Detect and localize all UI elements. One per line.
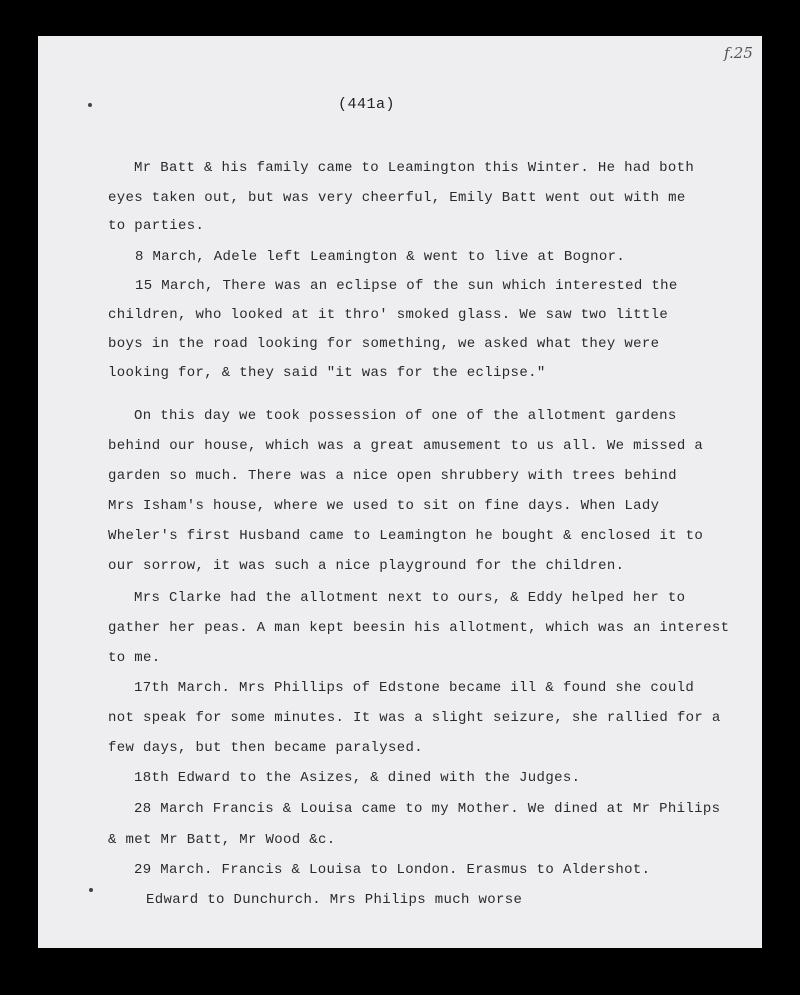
text-line: eyes taken out, but was very cheerful, Emily Batt went out with me bbox=[108, 190, 686, 206]
folio-number: f.25 bbox=[724, 44, 753, 62]
text-line: garden so much. There was a nice open shrubbery with trees behind bbox=[108, 468, 677, 484]
text-line: not speak for some minutes. It was a slight seizure, she rallied for a bbox=[108, 710, 721, 726]
typed-text-body bbox=[38, 36, 762, 948]
text-line: behind our house, which was a great amusement to us all. We missed a bbox=[108, 438, 704, 454]
text-line: 8 March, Adele left Leamington & went to live at Bognor. bbox=[135, 249, 626, 265]
text-line: boys in the road looking for something, we asked what they were bbox=[108, 336, 660, 352]
text-line: 29 March. Francis & Louisa to London. Erasmus to Aldershot. bbox=[134, 862, 651, 878]
text-line: Mr Batt & his family came to Leamington this Winter. He had both bbox=[134, 160, 695, 176]
text-line: 15 March, There was an eclipse of the sun which interested the bbox=[135, 278, 678, 294]
text-line: Mrs Isham's house, where we used to sit on fine days. When Lady bbox=[108, 498, 660, 514]
text-line: children, who looked at it thro' smoked glass. We saw two little bbox=[108, 307, 669, 323]
text-line: to parties. bbox=[108, 218, 205, 234]
text-line: our sorrow, it was such a nice playground for the children. bbox=[108, 558, 625, 574]
text-line: gather her peas. A man kept beesin his allotment, which was an interest bbox=[108, 620, 730, 636]
text-line: 18th Edward to the Asizes, & dined with the Judges. bbox=[134, 770, 581, 786]
text-line: & met Mr Batt, Mr Wood &c. bbox=[108, 832, 336, 848]
text-line: Wheler's first Husband came to Leamington he bought & enclosed it to bbox=[108, 528, 704, 544]
text-line: Edward to Dunchurch. Mrs Philips much worse bbox=[146, 892, 523, 908]
text-line: to me. bbox=[108, 650, 161, 666]
text-line: few days, but then became paralysed. bbox=[108, 740, 424, 756]
document-page bbox=[38, 36, 762, 948]
text-line: On this day we took possession of one of the allotment gardens bbox=[134, 408, 677, 424]
text-line: 17th March. Mrs Phillips of Edstone became ill & found she could bbox=[134, 680, 695, 696]
page-number: (441a) bbox=[338, 96, 396, 113]
text-line: 28 March Francis & Louisa came to my Mother. We dined at Mr Philips bbox=[134, 801, 721, 817]
text-line: looking for, & they said "it was for the eclipse." bbox=[108, 365, 546, 381]
text-line: Mrs Clarke had the allotment next to ours, & Eddy helped her to bbox=[134, 590, 686, 606]
